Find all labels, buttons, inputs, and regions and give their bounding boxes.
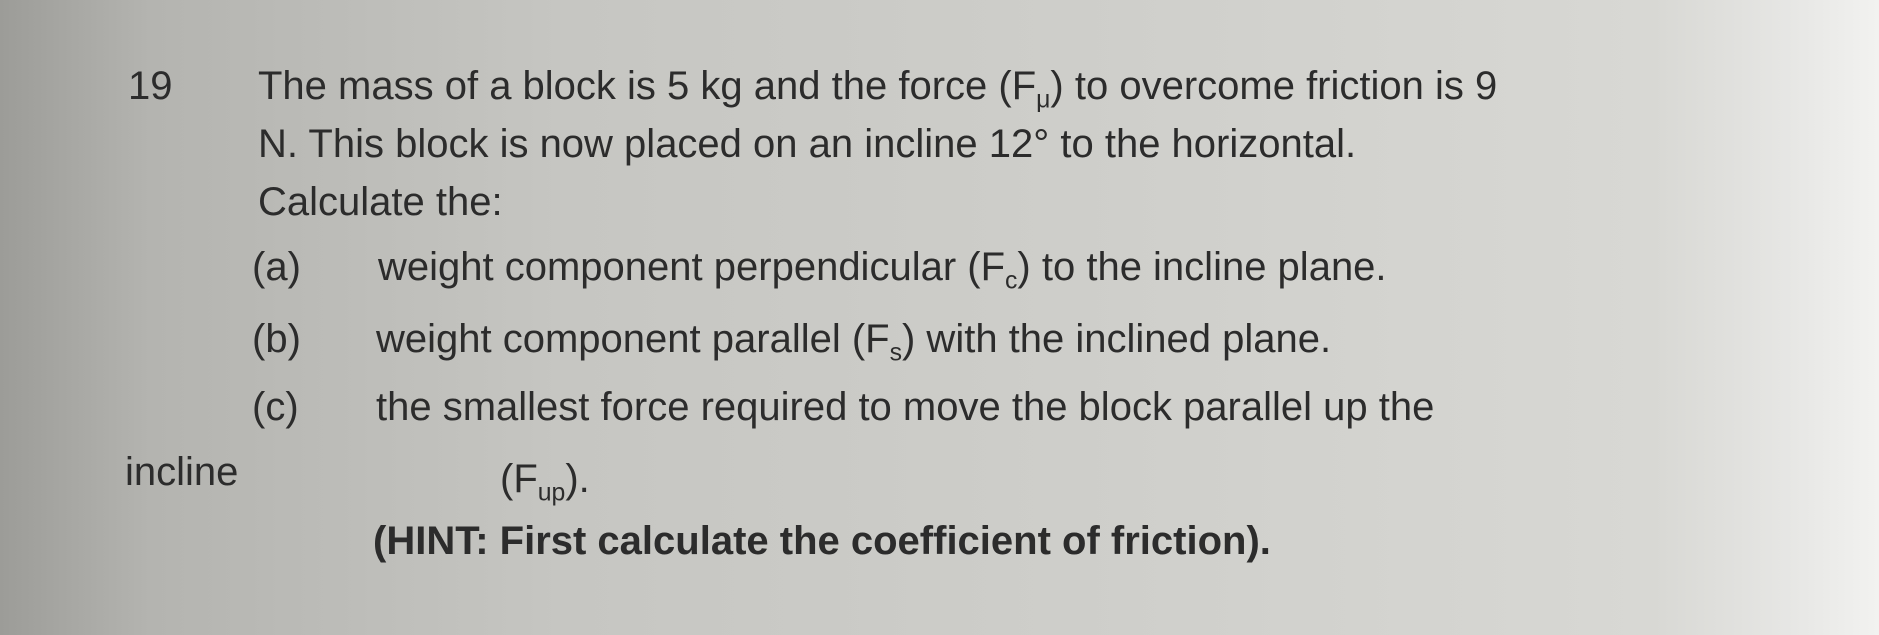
part-b-text-b: ) with the inclined plane. [902, 317, 1332, 361]
part-a-label: (a) [252, 245, 301, 289]
hint-text: (HINT: First calculate the coefficient of friction). [373, 519, 1271, 563]
part-a-text [378, 243, 1387, 295]
intro-text-a: The mass of a block is 5 kg and the force (F [258, 64, 1037, 108]
part-c-symbol [500, 455, 590, 507]
part-b-subscript: s [889, 339, 902, 367]
part-a-subscript: c [1005, 267, 1018, 295]
part-b-text [376, 315, 1332, 367]
mu-subscript: μ [1036, 86, 1051, 114]
part-a-text-a: weight component perpendicular (F [378, 245, 1006, 289]
question-number: 19 [128, 64, 173, 108]
part-c-subscript: up [537, 479, 566, 507]
part-c-symbol-b: ). [565, 457, 590, 501]
part-a-text-b: ) to the incline plane. [1017, 245, 1387, 289]
part-c-continuation: incline [125, 450, 239, 494]
intro-text-b: ) to overcome friction is 9 [1050, 64, 1498, 108]
part-b-label: (b) [252, 317, 301, 361]
question-intro-line-2: N. This block is now placed on an incline 12° to the horizontal. [258, 122, 1357, 166]
part-b-text-a: weight component parallel (F [376, 317, 890, 361]
question-intro-line-1 [258, 62, 1498, 114]
part-c-label: (c) [252, 385, 299, 429]
part-c-text: the smallest force required to move the block parallel up the [376, 385, 1435, 429]
part-c-symbol-a: (F [500, 457, 538, 501]
question-intro-line-3: Calculate the: [258, 180, 503, 224]
